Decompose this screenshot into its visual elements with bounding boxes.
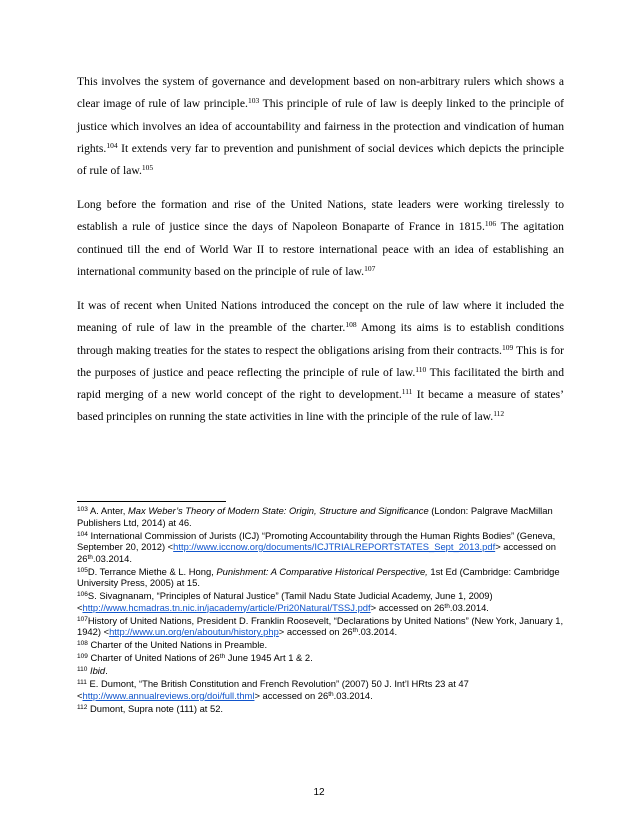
text: It was of recent when United Nations introduced the concept on the rule of law where it included the meaning of rule of law in the preamble of the charter. [77, 299, 564, 335]
footnote-105 [77, 566, 567, 589]
footnote-ref-103[interactable]: 103 [247, 96, 260, 106]
footnote-106 [77, 590, 567, 613]
footnote-text: > accessed on 26 [254, 689, 329, 701]
footnote-ref-112[interactable]: 112 [493, 409, 505, 419]
footnote-text: International Commission of Jurists (ICJ) “Promoting Accountability through the Human Rights Bodies” (Geneva, September 20, 2012) < [77, 529, 556, 552]
footnote-text: (London: Palgrave MacMillan Publishers Ltd, 2014) at 46. [77, 505, 553, 528]
footnote-separator [77, 501, 226, 502]
footnote-ref-111[interactable]: 111 [401, 387, 413, 397]
ordinal-suffix: th [352, 626, 358, 634]
footnote-number: 103 [77, 505, 88, 513]
footnote-number: 110 [77, 665, 88, 673]
footnote-link[interactable]: http://www.hcmadras.tn.nic.in/jacademy/article/Pri20Natural/TSSJ.pdf [82, 601, 371, 613]
footnote-104 [77, 530, 567, 565]
footnote-ref-104[interactable]: 104 [106, 140, 118, 150]
footnote-text: History of United Nations, President D. Franklin Roosevelt, “Declarations by United Nations” (New York, January 1, 1942) < [77, 614, 564, 637]
footnote-text: .03.2014. [449, 601, 489, 613]
footnote-text: > accessed on 26 [278, 626, 353, 637]
ordinal-suffix: th [87, 553, 93, 561]
footnote-number: 108 [77, 639, 88, 647]
footnote-ref-105[interactable]: 105 [141, 163, 154, 173]
page-number: 12 [313, 787, 325, 798]
paragraph-1 [77, 71, 564, 182]
footnote-112 [77, 703, 567, 715]
footnote-number: 112 [77, 703, 88, 711]
text: This is for the purposes of justice and peace reflecting the principle of rule of law. [77, 343, 564, 379]
footnote-number: 104 [77, 530, 88, 538]
footnote-text: D. Terrance Miethe & L. Hong, [87, 565, 217, 577]
footnote-103 [77, 505, 567, 528]
paragraph-2 [77, 194, 564, 283]
footnote-ref-108[interactable]: 108 [345, 320, 357, 330]
footnote-text: Dumont, Supra note (111) at 52. [87, 702, 224, 714]
paragraph-3 [77, 295, 564, 429]
text: This involves the system of governance and development based on non-arbitrary rulers which shows a clear image of rule of law principle. [77, 75, 564, 111]
ordinal-suffix: th [328, 690, 334, 698]
footnote-text: June 1945 Art 1 & 2. [225, 652, 313, 663]
footnote-111 [77, 678, 567, 701]
ordinal-suffix: th [219, 652, 226, 660]
footnote-text: Charter of United Nations of 26 [87, 652, 220, 663]
footnote-110 [77, 665, 567, 677]
text: The agitation continued till the end of World War II to restore international peace with an idea of establishing an international community based on the principle of rule of law. [77, 220, 564, 278]
footnote-text: A. Anter, [87, 505, 128, 516]
footnote-text: S. Sivagnanam, “Principles of Natural Justice” (Tamil Nadu State Judicial Academy, June 1, 2009) < [77, 590, 493, 613]
footnote-link[interactable]: http://www.iccnow.org/documents/ICJTRIALREPORTSTATES_Sept_2013.pdf [173, 541, 496, 552]
text: This facilitated the birth and rapid merging of a new world concept of the right to development. [77, 365, 564, 402]
footnote-number: 109 [77, 652, 88, 660]
footnote-text: .03.2014. [333, 689, 373, 701]
footnote-number: 105 [77, 566, 88, 574]
footnote-text: E. Dumont, “The British Constitution and French Revolution” (2007) 50 J. Int’l HRts 23 at 47 < [77, 678, 469, 701]
footnote-number: 111 [77, 678, 87, 686]
footnote-title: Ibid [89, 665, 106, 676]
text: It became a measure of states’ based principles on running the state activities in line with the principle of the rule of law. [77, 388, 564, 424]
text: Among its aims is to establish conditions through making treaties for the states to respect the obligations arising from their contracts. [77, 321, 564, 357]
footnotes [77, 505, 567, 716]
footnote-number: 106 [77, 590, 88, 598]
footnote-ref-109[interactable]: 109 [501, 342, 514, 352]
footnote-link[interactable]: http://www.un.org/en/aboutun/history.php [109, 626, 279, 637]
text: Long before the formation and rise of the United Nations, state leaders were working tirelessly to establish a rule of justice since the days of Napoleon Bonaparte of France in 1815. [77, 198, 564, 234]
text: It extends very far to prevention and punishment of social devices which depicts the principle of rule of law. [77, 141, 564, 178]
footnote-text: .03.2014. [357, 626, 398, 637]
footnote-number: 107 [77, 615, 88, 623]
footnote-text: 1st Ed (Cambridge: Cambridge University Press, 2005) at 15. [77, 565, 560, 588]
footnote-text: > accessed on 26 [370, 601, 445, 613]
footnote-text: .03.2014. [92, 552, 132, 564]
footnote-ref-110[interactable]: 110 [415, 364, 427, 374]
footnote-text: . [105, 665, 108, 676]
footnote-link[interactable]: http://www.annualreviews.org/doi/full.thml [82, 689, 255, 701]
footnote-107 [77, 615, 567, 638]
footnote-text: > accessed on 26 [77, 541, 556, 564]
footnote-ref-107[interactable]: 107 [364, 263, 376, 273]
footnote-title: Max Weber’s Theory of Modern State: Origin, Structure and Significance [128, 505, 429, 516]
footnote-108 [77, 639, 567, 651]
text: This principle of rule of law is deeply linked to the principle of justice which involves an idea of accountability and fairness in the protection and vindication of human rights. [77, 97, 564, 155]
ordinal-suffix: th [444, 602, 450, 610]
footnote-title: Punishment: A Comparative Historical Perspective, [216, 565, 428, 577]
footnote-109 [77, 652, 567, 664]
footnote-text: Charter of the United Nations in Preamble. [87, 639, 268, 650]
footnote-ref-106[interactable]: 106 [484, 219, 497, 229]
